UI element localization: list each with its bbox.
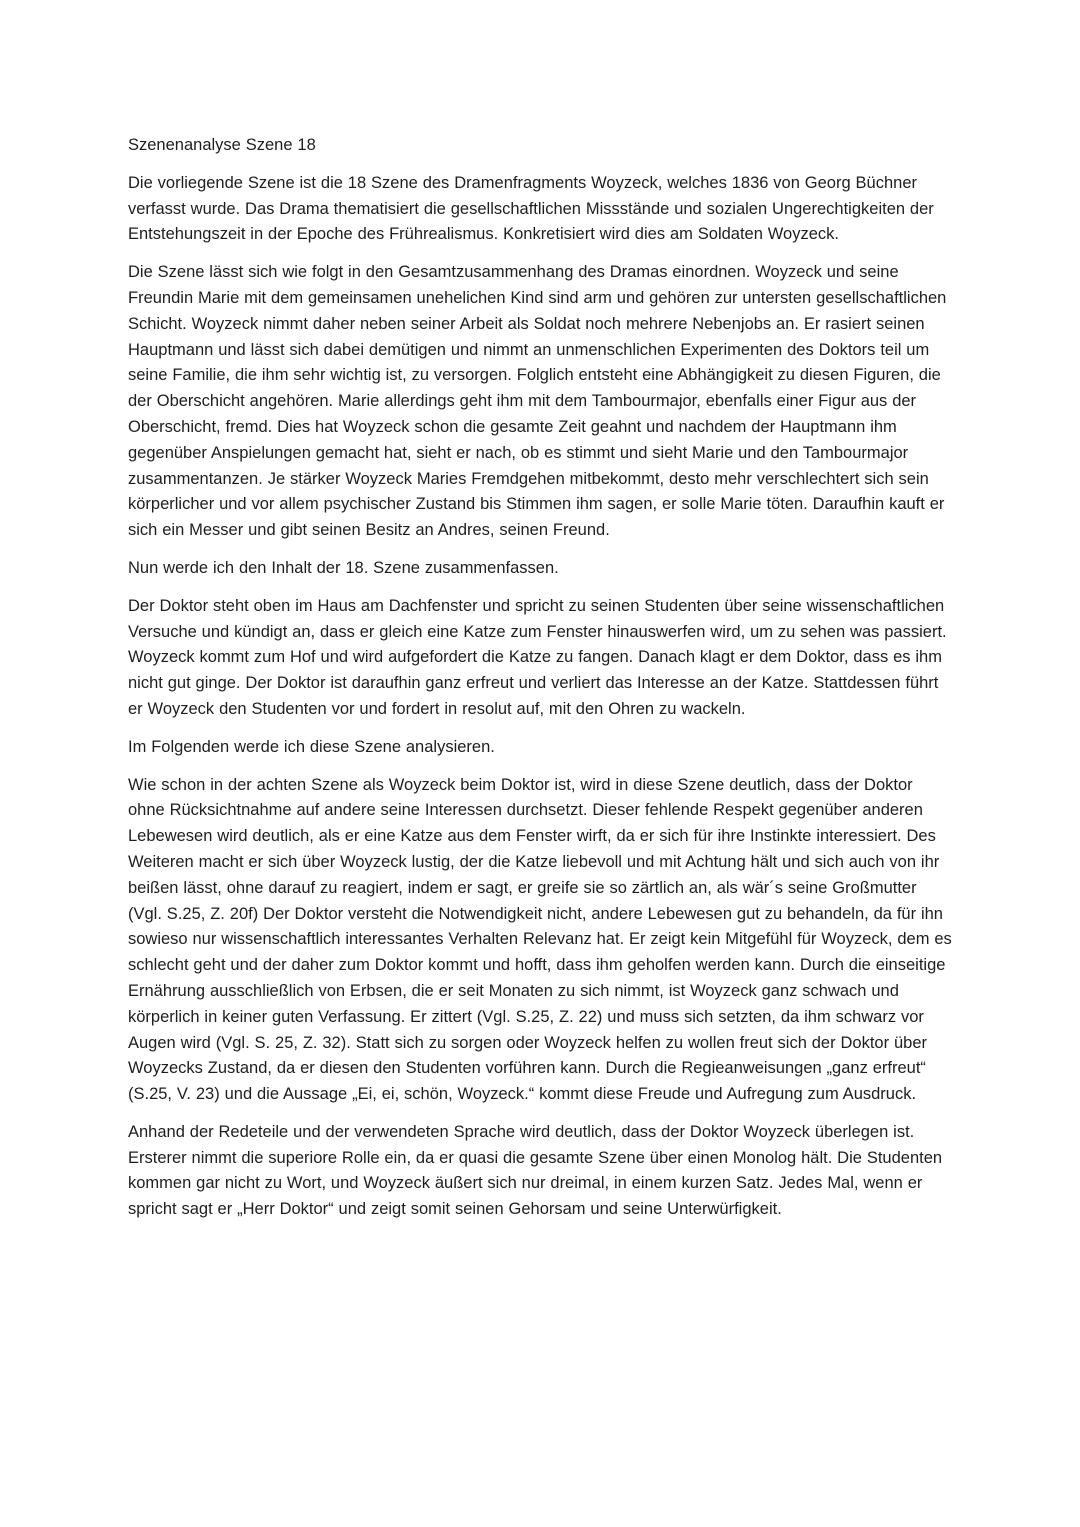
paragraph-scene-summary: Der Doktor steht oben im Haus am Dachfenster und spricht zu seinen Studenten über seine wissenschaftlichen Versuche und kündigt an, dass er gleich eine Katze zum Fenster hinauswerfen wird, um zu sehen was passiert. Woyzeck kommt zum Hof und wird aufgefordert die Katze zu fangen. Danach klagt er dem Doktor, dass es ihm nicht gut ginge. Der Doktor ist daraufhin ganz erfreut und verliert das Interesse an der Katze. Stattdessen führt er Woyzeck den Studenten vor und fordert in resolut auf, mit den Ohren zu wackeln. xyxy=(128,596,952,718)
paragraph-context: Die Szene lässt sich wie folgt in den Gesamtzusammenhang des Dramas einordnen. Woyzeck und seine Freundin Marie mit dem gemeinsamen unehelichen Kind sind arm und gehören zur untersten gesellschaftlichen Schicht. Woyzeck nimmt daher neben seiner Arbeit als Soldat noch mehrere Nebenjobs an. Er rasiert seinen Hauptmann und lässt sich dabei demütigen und nimmt an unmenschlichen Experimenten des Doktors teil um seine Familie, die ihm sehr wichtig ist, zu versorgen. Folglich entsteht eine Abhängigkeit zu diesen Figuren, die der Oberschicht angehören. Marie allerdings geht ihm mit dem Tambourmajor, ebenfalls einer Figur aus der Oberschicht, fremd. Dies hat Woyzeck schon die gesamte Zeit geahnt und nachdem der Hauptmann ihm gegenüber Anspielungen gemacht hat, sieht er nach, ob es stimmt und sieht Marie und den Tambourmajor zusammentanzen. Je stärker Woyzeck Maries Fremdgehen mitbekommt, desto mehr verschlechtert sich sein körperlicher und vor allem psychischer Zustand bis Stimmen ihm sagen, er solle Marie töten. Daraufhin kauft er sich ein Messer und gibt seinen Besitz an Andres, seinen Freund. xyxy=(128,263,952,540)
document-title: Szenenanalyse Szene 18 xyxy=(128,136,316,154)
paragraph-analysis-language: Anhand der Redeteile und der verwendeten Sprache wird deutlich, dass der Doktor Woyzeck überlegen ist. Ersterer nimmt die superiore Rolle ein, da er quasi die gesamte Szene über einen Monolog hält. Die Studenten kommen gar nicht zu Wort, und Woyzeck äußert sich nur dreimal, in einem kurzen Satz. Jedes Mal, wenn er spricht sagt er „Herr Doktor“ und zeigt somit seinen Gehorsam und seine Unterwürfigkeit. xyxy=(128,1122,947,1219)
paragraph-introduction: Die vorliegende Szene ist die 18 Szene des Dramenfragments Woyzeck, welches 1836 von Georg Büchner verfasst wurde. Das Drama thematisiert die gesellschaftlichen Missstände und sozialen Ungerechtigkeiten der Entstehungszeit in der Epoche des Frührealismus. Konkretisiert wird dies am Soldaten Woyzeck. xyxy=(128,173,939,244)
paragraph-analysis-doctor: Wie schon in der achten Szene als Woyzeck beim Doktor ist, wird in diese Szene deutlich, dass der Doktor ohne Rücksichtnahme auf andere seine Interessen durchsetzt. Dieser fehlende Respekt gegenüber anderen Lebewesen wird deutlich, als er eine Katze aus dem Fenster wirft, da er sich für ihre Instinkte interessiert. Des Weiteren macht er sich über Woyzeck lustig, der die Katze liebevoll und mit Achtung hält und sich auch von ihr beißen lässt, ohne darauf zu reagiert, indem er sagt, er greife sie so zärtlich an, als wär´s seine Großmutter (Vgl. S.25, Z. 20f) Der Doktor versteht die Notwendigkeit nicht, andere Lebewesen gut zu behandeln, da für ihn sowieso nur wissenschaftlich interessantes Verhalten Relevanz hat. Er zeigt kein Mitgefühl für Woyzeck, dem es schlecht geht und der daher zum Doktor kommt und hofft, dass ihm geholfen werden kann. Durch die einseitige Ernährung ausschließlich von Erbsen, die er seit Monaten zu sich nimmt, ist Woyzeck ganz schwach und körperlich in keiner guten Verfassung. Er zittert (Vgl. S.25, Z. 22) und muss sich setzten, da ihm schwarz vor Augen wird (Vgl. S. 25, Z. 32). Statt sich zu sorgen oder Woyzeck helfen zu wollen freut sich der Doktor über Woyzecks Zustand, da er diesen den Studenten vorführen kann. Durch die Regieanweisungen „ganz erfreut“ (S.25, V. 23) und die Aussage „Ei, ei, schön, Woyzeck.“ kommt diese Freude und Aufregung zum Ausdruck. xyxy=(128,775,957,1104)
paragraph-summary-transition: Nun werde ich den Inhalt der 18. Szene zusammenfassen. xyxy=(128,558,559,577)
paragraph-analysis-transition: Im Folgenden werde ich diese Szene analysieren. xyxy=(128,737,495,756)
